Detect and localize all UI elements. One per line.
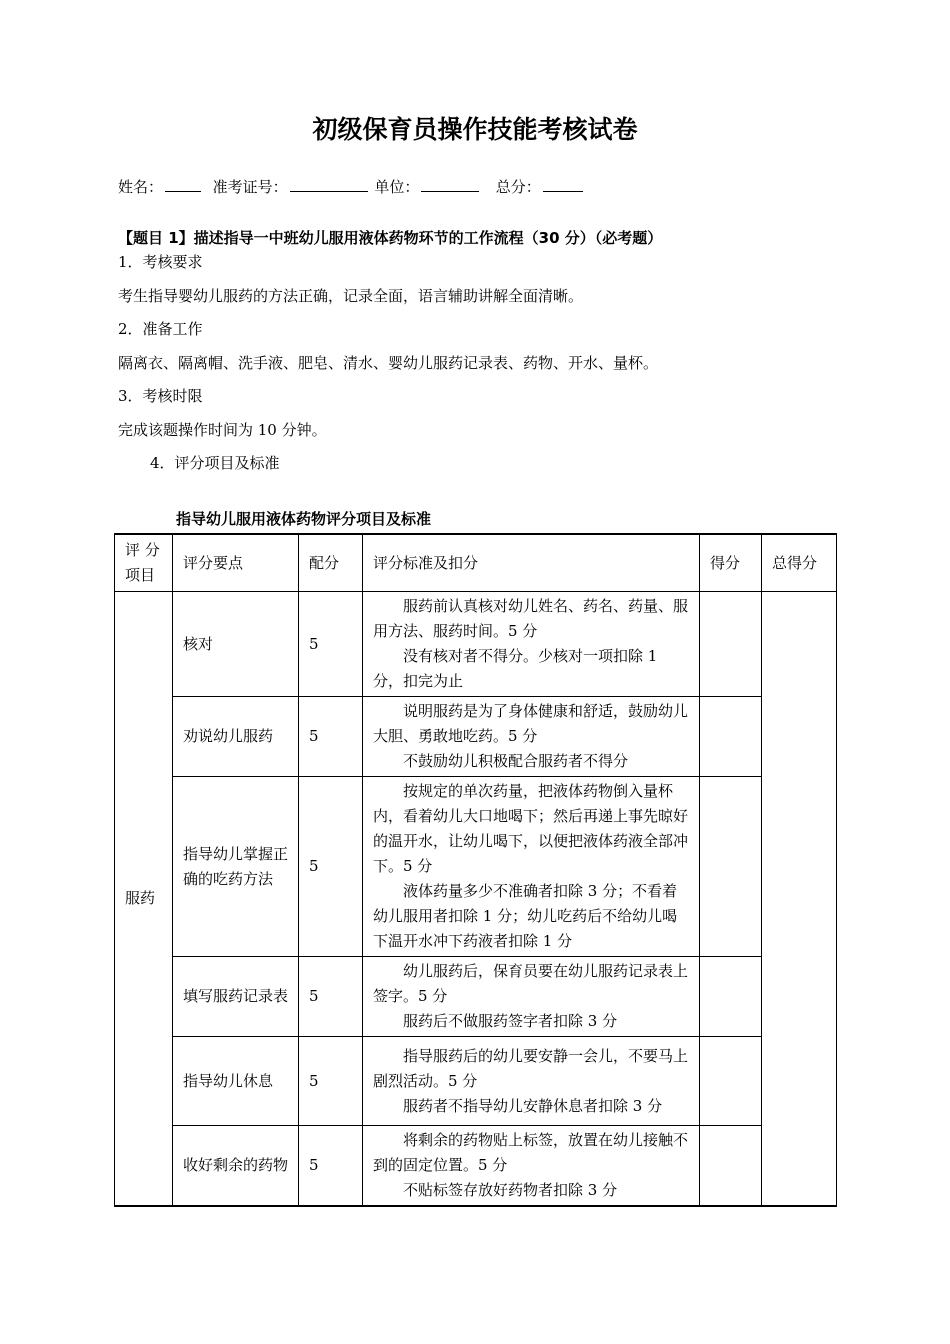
point-cell: 收好剩余的药物 [173,1126,299,1207]
exam-no-field[interactable] [290,177,368,192]
score-cell: 5 [299,1037,363,1126]
got-score-cell[interactable] [700,777,762,957]
deduction-text: 液体药量多少不准确者扣除 3 分；不看着幼儿服用者扣除 1 分；幼儿吃药后不给幼儿喝下温开水冲下药液者扣除 1 分 [373,882,678,950]
criteria-cell [363,592,700,697]
got-score-cell[interactable] [700,1126,762,1207]
info-line [118,176,585,197]
total-score-cell[interactable] [762,592,837,1207]
point-cell: 劝说幼儿服药 [173,697,299,777]
section-3-title: 3．考核时限 [118,387,203,405]
criteria-cell [363,777,700,957]
got-score-cell[interactable] [700,957,762,1037]
criteria-text: 幼儿服药后，保育员要在幼儿服药记录表上签字。5 分 [373,962,689,1005]
table-row [115,777,837,957]
table-row [115,957,837,1037]
criteria-text: 说明服药是为了身体健康和舒适，鼓励幼儿大胆、勇敢地吃药。5 分 [373,702,689,745]
score-cell: 5 [299,1126,363,1207]
point-cell: 填写服药记录表 [173,957,299,1037]
deduction-text: 服药者不指导幼儿安静休息者扣除 3 分 [403,1096,663,1115]
criteria-text: 按规定的单次药量，把液体药物倒入量杯内，看着幼儿大口地喝下；然后再递上事先晾好的温开水，让幼儿喝下，以便把液体药液全部冲下。5 分 [373,782,689,875]
header-got: 得分 [700,534,762,592]
point-cell: 核对 [173,592,299,697]
table-row [115,697,837,777]
header-point: 评分要点 [173,534,299,592]
deduction-text: 不鼓励幼儿积极配合服药者不得分 [403,752,629,770]
total-field[interactable] [543,177,583,192]
point-cell: 指导幼儿休息 [173,1037,299,1126]
table-row [115,1126,837,1207]
name-label: 姓名： [118,178,164,196]
header-total: 总得分 [762,534,837,592]
got-score-cell[interactable] [700,1037,762,1126]
section-4-title: 4．评分项目及标准 [150,454,280,472]
header-score: 配分 [299,534,363,592]
unit-field[interactable] [421,177,479,192]
unit-label: 单位： [374,178,420,196]
section-2-title: 2．准备工作 [118,320,203,338]
point-cell: 指导幼儿掌握正确的吃药方法 [173,777,299,957]
header-item: 评 分 项目 [115,534,173,592]
header-criteria: 评分标准及扣分 [363,534,700,592]
deduction-text: 没有核对者不得分。少核对一项扣除 1 分，扣完为止 [373,647,658,690]
table-title: 指导幼儿服用液体药物评分项目及标准 [176,510,432,528]
section-2-text: 隔离衣、隔离帽、洗手液、肥皂、清水、婴幼儿服药记录表、药物、开水、量杯。 [118,354,659,372]
section-1-text: 考生指导婴幼儿服药的方法正确，记录全面，语言辅助讲解全面清晰。 [118,287,584,305]
name-field[interactable] [165,177,201,192]
section-1-title: 1．考核要求 [118,253,203,271]
total-label: 总分： [495,178,541,196]
exam-no-label: 准考证号： [212,178,288,196]
score-cell: 5 [299,697,363,777]
criteria-cell [363,1037,700,1126]
page-title: 初级保育员操作技能考核试卷 [312,115,638,144]
criteria-cell [363,957,700,1037]
table-row [115,1037,837,1126]
score-cell: 5 [299,777,363,957]
scoring-table [114,533,837,1207]
criteria-text: 服药前认真核对幼儿姓名、药名、药量、服用方法、服药时间。5 分 [373,597,689,640]
criteria-text: 将剩余的药物贴上标签，放置在幼儿接触不到的固定位置。5 分 [373,1131,689,1174]
table-row [115,592,837,697]
deduction-text: 服药后不做服药签字者扣除 3 分 [403,1012,618,1030]
section-3-text: 完成该题操作时间为 10 分钟。 [118,421,327,439]
group-cell: 服药 [115,592,173,1207]
score-cell: 5 [299,592,363,697]
criteria-text: 指导服药后的幼儿要安静一会儿，不要马上剧烈活动。5 分 [373,1046,689,1090]
got-score-cell[interactable] [700,697,762,777]
score-cell: 5 [299,957,363,1037]
got-score-cell[interactable] [700,592,762,697]
question-heading: 【题目 1】描述指导一中班幼儿服用液体药物环节的工作流程（30 分）（必考题） [118,229,663,247]
deduction-text: 不贴标签存放好药物者扣除 3 分 [403,1181,618,1199]
criteria-cell [363,697,700,777]
criteria-cell [363,1126,700,1207]
